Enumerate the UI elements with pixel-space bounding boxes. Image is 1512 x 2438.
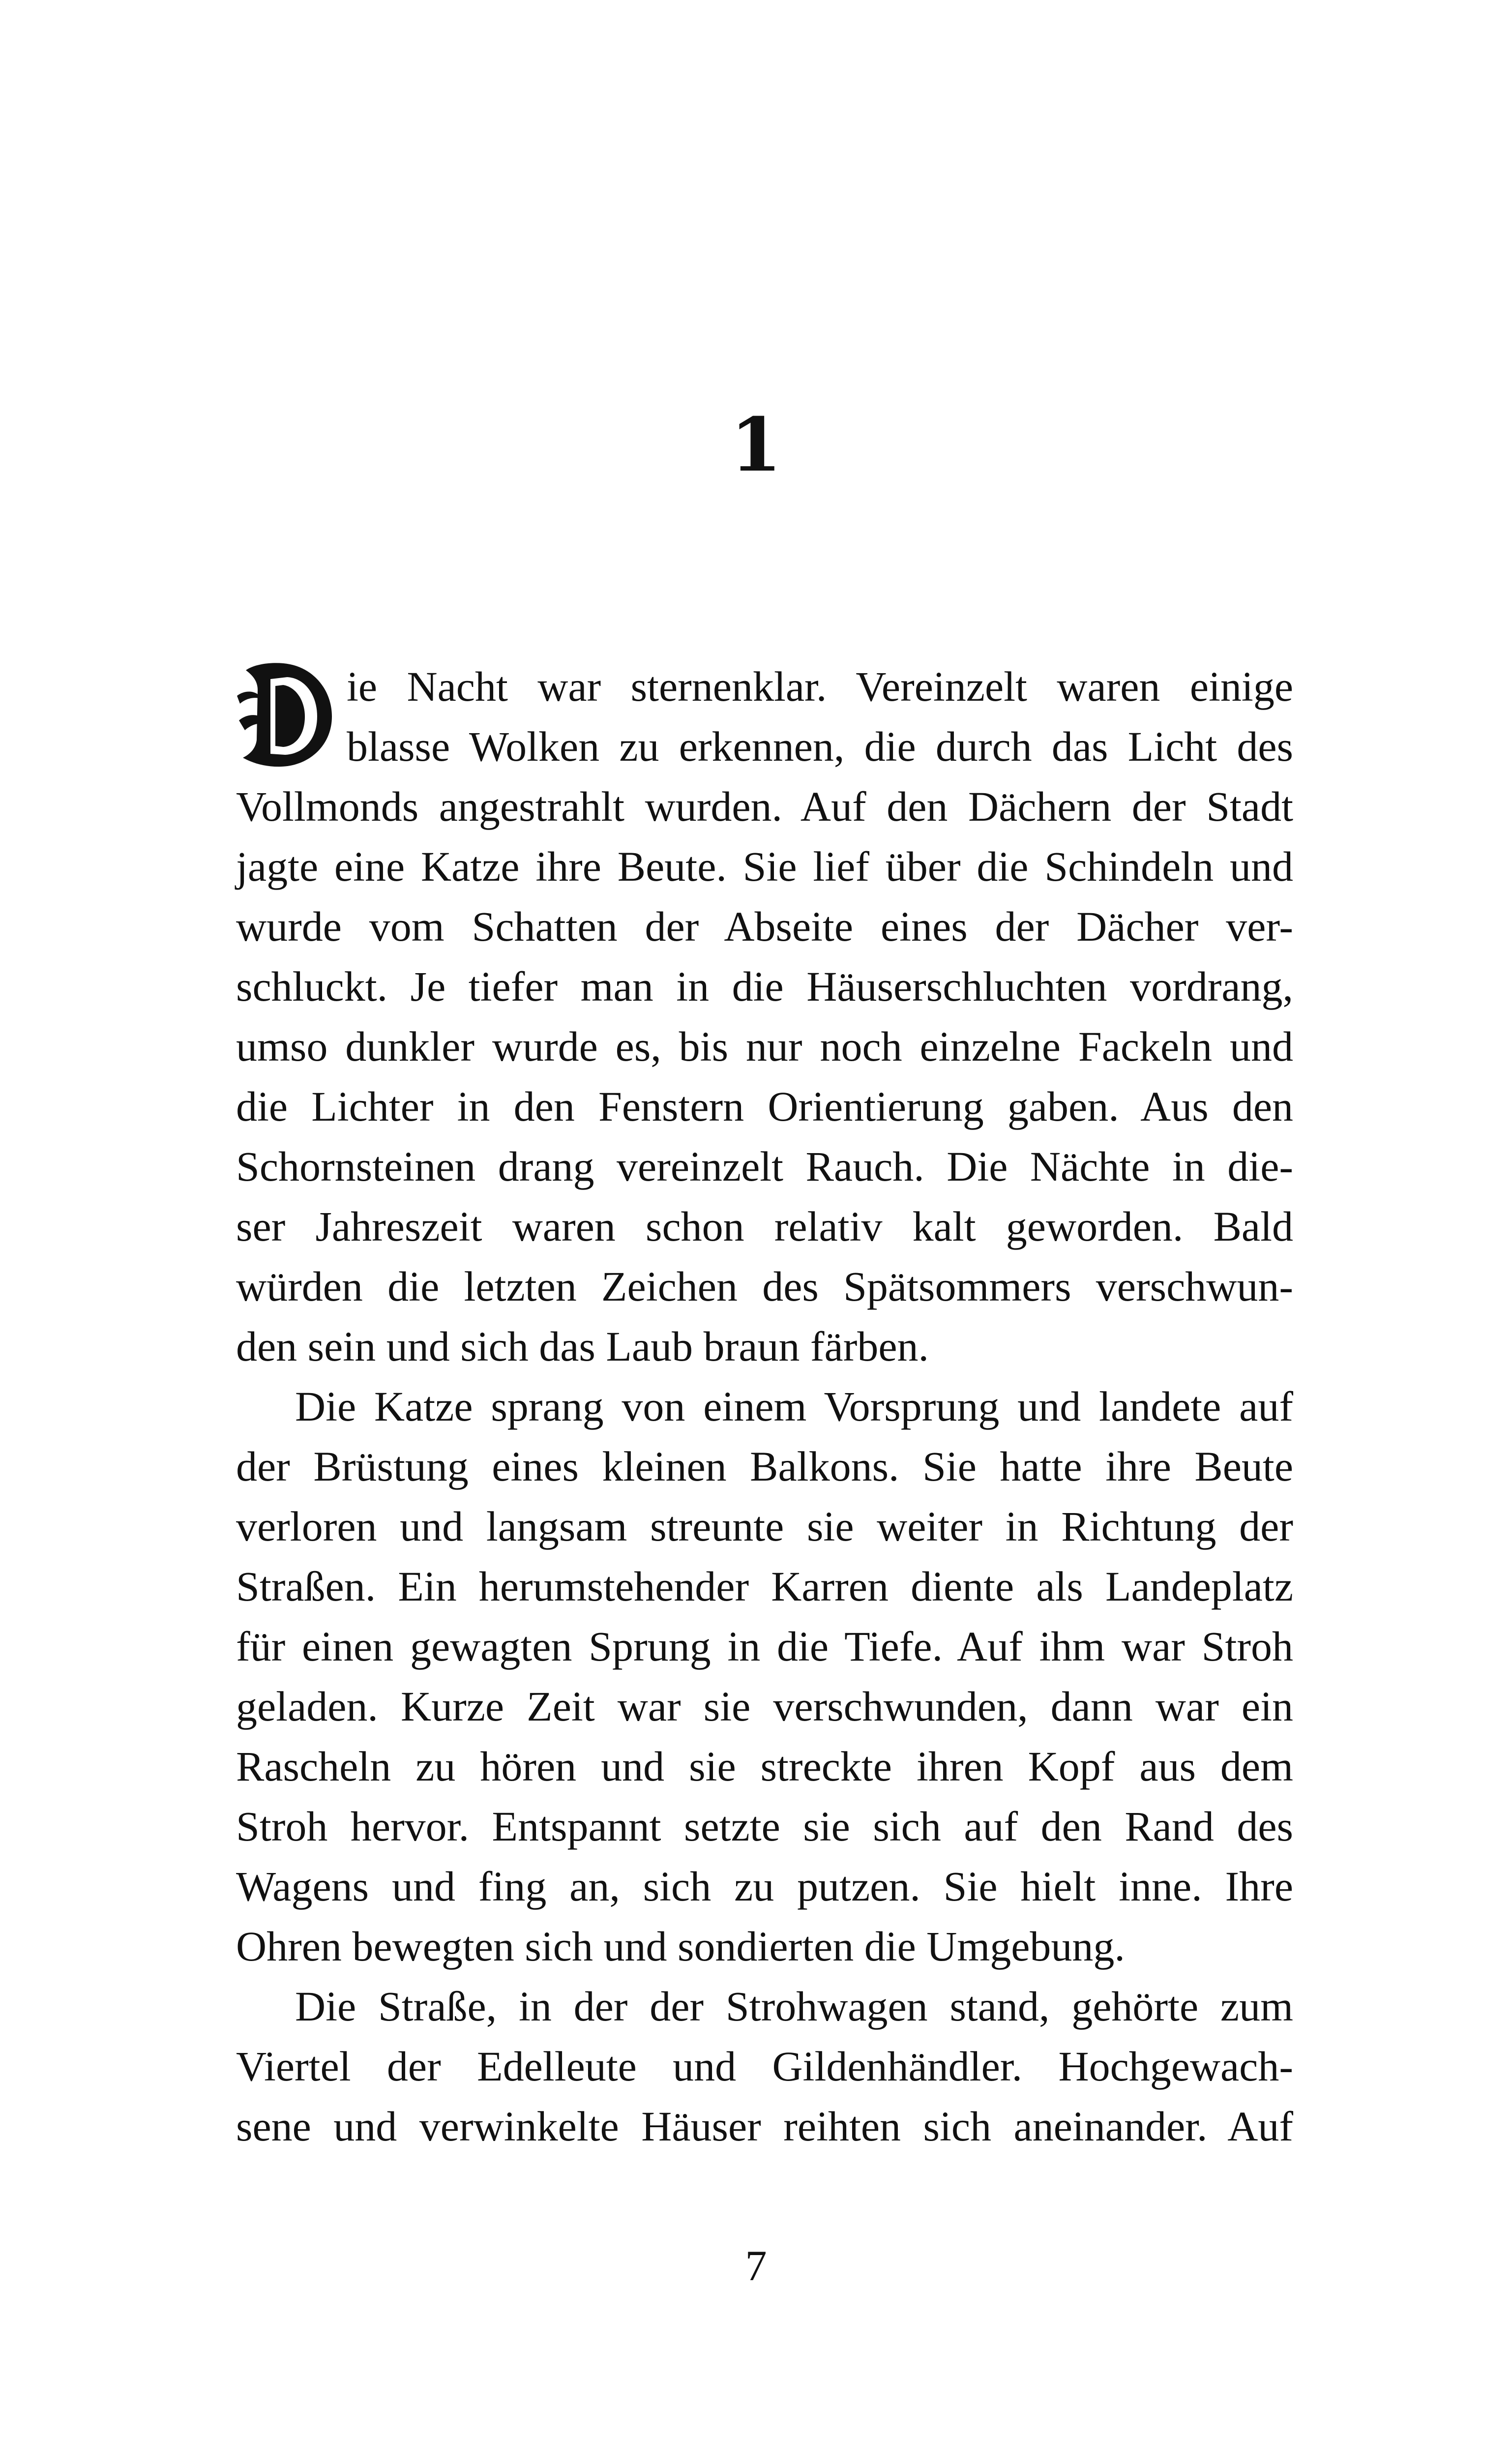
text-line: Vollmonds angestrahlt wurden. Auf den Dächern der Stadt xyxy=(236,783,1293,830)
text-line: Ohren bewegten sich und sondierten die Umgebung. xyxy=(236,1923,1125,1970)
text-line: Rascheln zu hören und sie streckte ihren Kopf aus dem xyxy=(236,1743,1293,1790)
text-line: der Brüstung eines kleinen Balkons. Sie hatte ihre Beute xyxy=(236,1443,1293,1490)
text-line: für einen gewagten Sprung in die Tiefe. Auf ihm war Stroh xyxy=(236,1623,1293,1670)
text-line: Straßen. Ein herumstehender Karren diente als Landeplatz xyxy=(236,1563,1293,1610)
text-line: die Lichter in den Fenstern Orientierung gaben. Aus den xyxy=(236,1083,1293,1130)
text-line: den sein und sich das Laub braun färben. xyxy=(236,1323,929,1370)
text-line: Stroh hervor. Entspannt setzte sie sich auf den Rand des xyxy=(236,1803,1293,1850)
text-line: jagte eine Katze ihre Beute. Sie lief über die Schindeln und xyxy=(236,843,1293,890)
text-line: umso dunkler wurde es, bis nur noch einzelne Fackeln und xyxy=(236,1023,1293,1070)
dropcap-d-ornament-icon xyxy=(236,661,339,770)
paragraph-2 xyxy=(236,1376,1293,1976)
text-line: verloren und langsam streunte sie weiter in Richtung der xyxy=(236,1503,1293,1550)
paragraph-3 xyxy=(236,1976,1293,2156)
paragraph-1 xyxy=(236,656,1293,1376)
text-line: Die Straße, in der der Strohwagen stand, gehörte zum xyxy=(295,1983,1293,2030)
page-number: 7 xyxy=(745,2242,767,2290)
text-line: ser Jahreszeit waren schon relativ kalt geworden. Bald xyxy=(236,1203,1293,1250)
text-line: sene und verwinkelte Häuser reihten sich aneinander. Auf xyxy=(236,2103,1293,2150)
chapter-number: 1 xyxy=(730,402,782,488)
text-line: Viertel der Edelleute und Gildenhändler. Hochgewach- xyxy=(236,2043,1293,2090)
text-line: würden die letzten Zeichen des Spätsommers verschwun- xyxy=(236,1263,1293,1310)
text-line: blasse Wolken zu erkennen, die durch das Licht des xyxy=(347,723,1293,770)
text-line: geladen. Kurze Zeit war sie verschwunden, dann war ein xyxy=(236,1683,1293,1730)
text-line: Schornsteinen drang vereinzelt Rauch. Die Nächte in die- xyxy=(236,1143,1293,1190)
text-line: wurde vom Schatten der Abseite eines der Dächer ver- xyxy=(236,903,1293,950)
text-line: Wagens und fing an, sich zu putzen. Sie hielt inne. Ihre xyxy=(236,1863,1293,1910)
text-line: ie Nacht war sternenklar. Vereinzelt waren einige xyxy=(347,663,1293,710)
text-line: Die Katze sprang von einem Vorsprung und landete auf xyxy=(295,1383,1293,1430)
body-text xyxy=(236,656,1293,2156)
text-line: schluckt. Je tiefer man in die Häuserschluchten vordrang, xyxy=(236,963,1293,1010)
